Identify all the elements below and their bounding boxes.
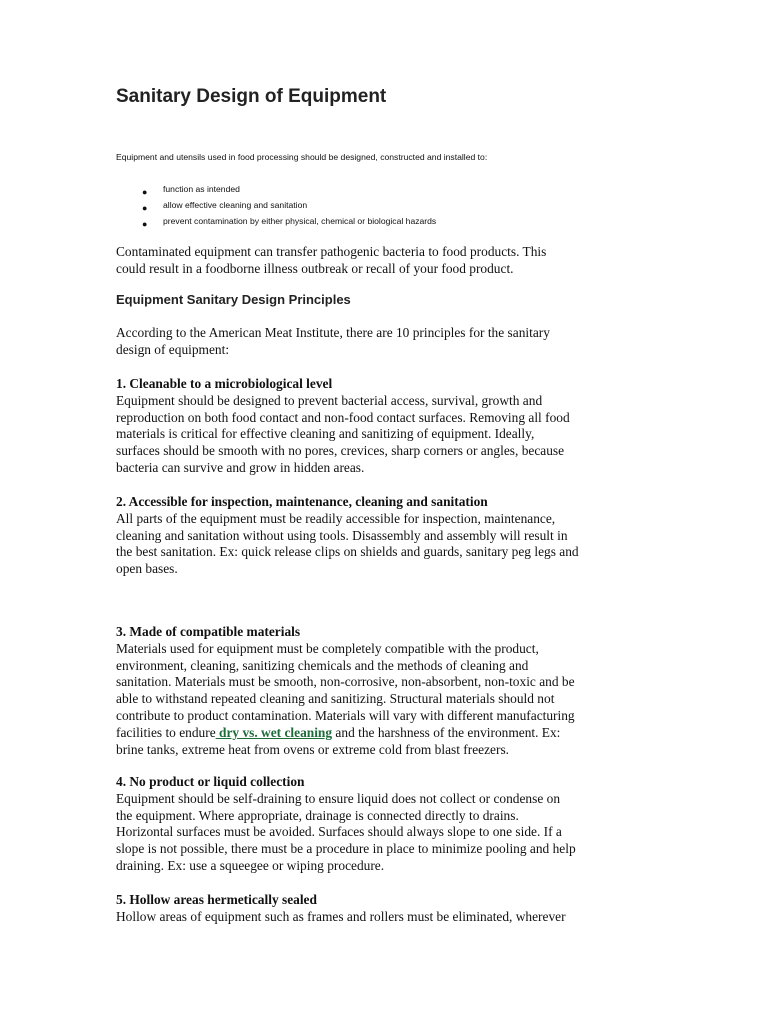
bullet-icon: ● xyxy=(142,203,148,213)
principle-heading: 3. Made of compatible materials xyxy=(116,624,301,639)
principle-2: 2. Accessible for inspection, maintenance, cleaning and sanitation All parts of the equipment must be readily accessible for inspection, maintenance, cleaning and sanitation without using tools. Disassembly and assembly will result in the best sanitation. Ex: quick release clips on shields and guards, sanitary peg legs and open bases. xyxy=(116,494,656,578)
list-item: ● function as intended xyxy=(142,184,240,197)
contamination-paragraph: Contaminated equipment can transfer pathogenic bacteria to food products. This could result in a foodborne illness outbreak or recall of your food product. xyxy=(116,244,547,276)
principle-heading: 2. Accessible for inspection, maintenance, cleaning and sanitation xyxy=(116,494,488,509)
page-title: Sanitary Design of Equipment xyxy=(116,86,387,107)
principle-3: 3. Made of compatible materials Materials used for equipment must be completely compatible with the product, environment, cleaning, sanitizing chemicals and the methods of cleaning and sanitation. Materials must be smooth, non-corrosive, non-absorbent, non-toxic and be able to withstand repeated cleaning and sanitizing. Structural materials should not contribute to product contamination. Materials will vary with different manufacturing facilities to endure dry vs. wet cleaning and the harshness of the environment. Ex: brine tanks, extreme heat from ovens or extreme cold from blast freezers. xyxy=(116,624,656,758)
ami-paragraph: According to the American Meat Institute, there are 10 principles for the sanitary design of equipment: xyxy=(116,325,550,357)
bullet-icon: ● xyxy=(142,219,148,229)
dry-vs-wet-cleaning-link[interactable]: dry vs. wet cleaning xyxy=(215,724,333,740)
intro-text: Equipment and utensils used in food processing should be designed, constructed and installed to: xyxy=(116,152,488,162)
bullet-icon: ● xyxy=(142,187,148,197)
principle-5: 5. Hollow areas hermetically sealed Hollow areas of equipment such as frames and rollers must be eliminated, wherever xyxy=(116,892,656,926)
list-item: ● allow effective cleaning and sanitation xyxy=(142,200,308,213)
principle-1: 1. Cleanable to a microbiological level Equipment should be designed to prevent bacterial access, survival, growth and reproduction on both food contact and non-food contact surfaces. Removing all food materials is critical for effective cleaning and sanitizing of equipment. Ideally, surfaces should be smooth with no pores, crevices, sharp corners or angles, because bacteria can survive and grow in hidden areas. xyxy=(116,376,656,477)
principle-heading: 5. Hollow areas hermetically sealed xyxy=(116,892,317,907)
principle-heading: 4. No product or liquid collection xyxy=(116,774,305,789)
principle-4: 4. No product or liquid collection Equipment should be self-draining to ensure liquid does not collect or condense on the equipment. Where appropriate, drainage is connected directly to drains. Horizontal surfaces must be avoided. Surfaces should always slope to one side. If a slope is not possible, there must be a procedure in place to minimize pooling and help draining. Ex: use a squeegee or wiping procedure. xyxy=(116,774,656,875)
bullet-list xyxy=(116,182,436,230)
list-item: ● prevent contamination by either physical, chemical or biological hazards xyxy=(142,216,437,229)
principle-heading: 1. Cleanable to a microbiological level xyxy=(116,376,333,391)
principles-heading: Equipment Sanitary Design Principles xyxy=(116,292,351,307)
